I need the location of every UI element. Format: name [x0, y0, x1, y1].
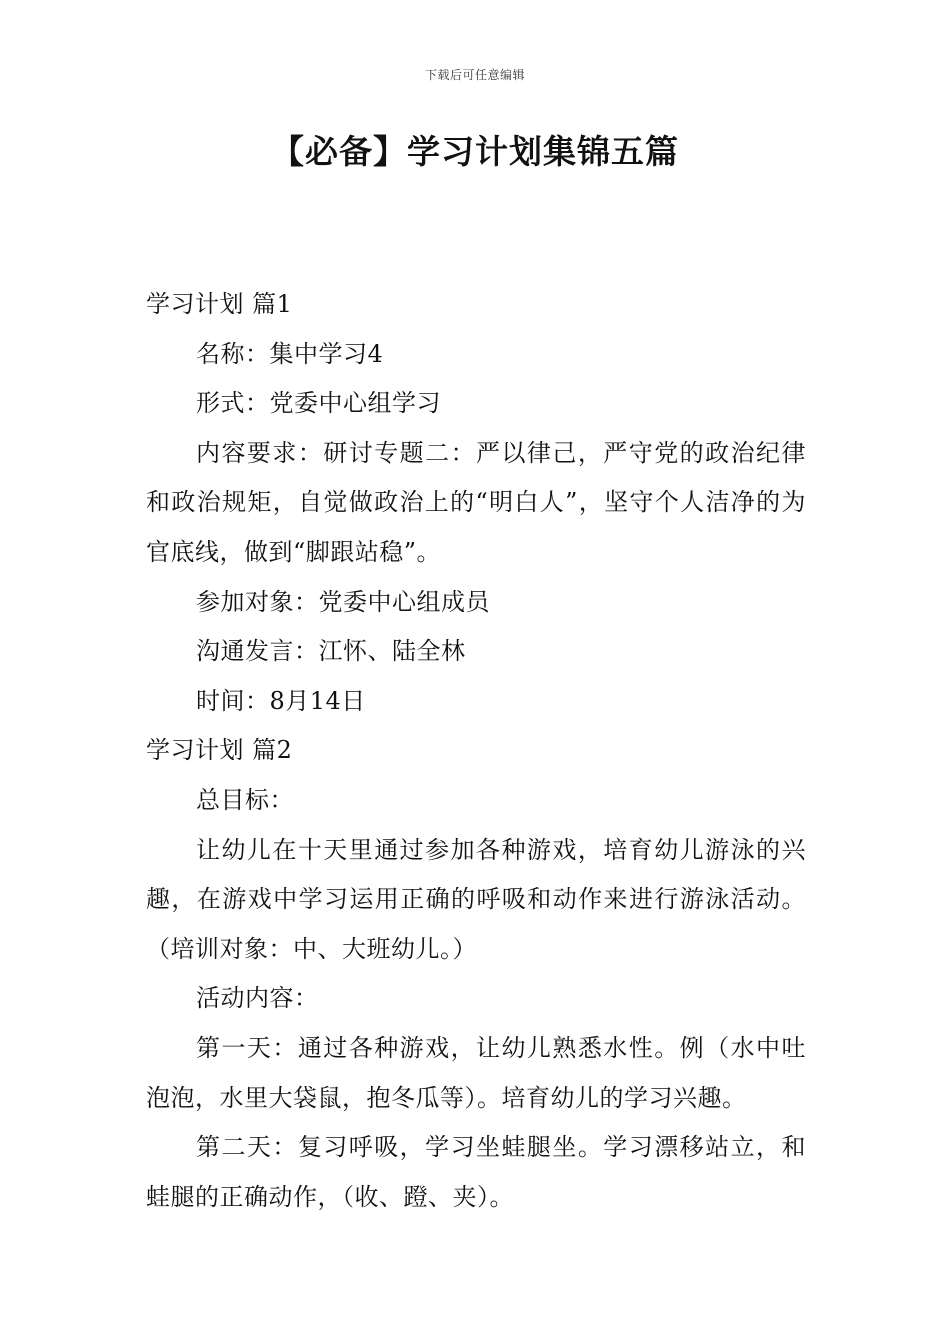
- section-2-heading: 学习计划 篇2: [146, 736, 293, 765]
- section-1-form: 形式：党委中心组学习: [196, 389, 441, 418]
- section-1-speakers: 沟通发言：江怀、陆全林: [196, 637, 466, 666]
- section-1-participants: 参加对象：党委中心组成员: [196, 587, 490, 616]
- section-2-day-2: 第二天：复习呼吸，学习坐蛙腿坐。学习漂移站立，和蛙腿的正确动作，（收、蹬、夹）。: [146, 1133, 806, 1211]
- section-2-day-1: 第一天：通过各种游戏，让幼儿熟悉水性。例（水中吐泡泡，水里大袋鼠，抱冬瓜等）。培育幼儿的学习兴趣。: [146, 1033, 806, 1112]
- document-title: 【必备】学习计划集锦五篇: [271, 132, 679, 171]
- section-2-activity-label: 活动内容：: [196, 984, 319, 1013]
- section-1-time: 时间：8月14日: [196, 686, 366, 715]
- section-2-goal-text: 让幼儿在十天里通过参加各种游戏，培育幼儿游泳的兴趣，在游戏中学习运用正确的呼吸和动作来进行游泳活动。（培训对象：中、大班幼儿。）: [146, 835, 806, 963]
- section-2-goal-label: 总目标：: [196, 785, 294, 814]
- section-1-heading: 学习计划 篇1: [146, 290, 293, 318]
- section-1-content-requirement: 内容要求：研讨专题二：严以律己，严守党的政治纪律和政治规矩，自觉做政治上的“明白人”，坚守个人洁净的为官底线，做到“脚跟站稳”。: [146, 438, 806, 566]
- document-body: [146, 280, 806, 1222]
- section-1-name: 名称：集中学习4: [196, 339, 384, 368]
- header-note: 下载后可任意编辑: [424, 68, 525, 82]
